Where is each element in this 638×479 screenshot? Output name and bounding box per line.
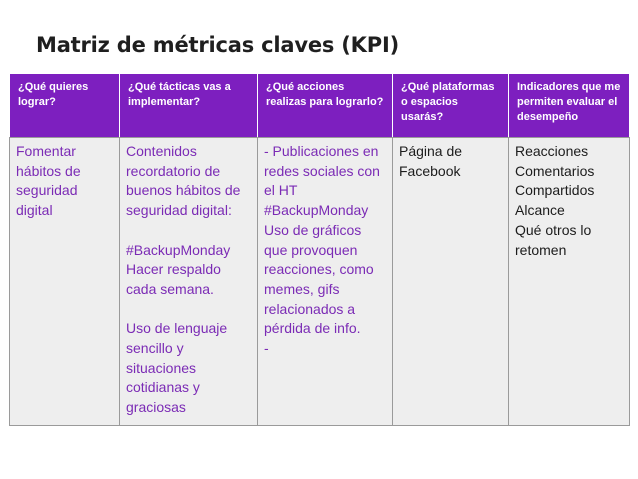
- header-objective: ¿Qué quieres lograr?: [10, 74, 120, 138]
- table-row: [10, 138, 630, 426]
- header-platforms: ¿Qué plataformas o espacios usarás?: [393, 74, 509, 138]
- header-actions: ¿Qué acciones realizas para lograrlo?: [258, 74, 393, 138]
- table-header-row: [10, 74, 630, 138]
- cell-platforms: Página de Facebook: [393, 138, 509, 426]
- cell-objective: Fomentar hábitos de seguridad digital: [10, 138, 120, 426]
- page-title: Matriz de métricas claves (KPI): [36, 33, 399, 57]
- cell-indicators: Reacciones Comentarios Compartidos Alcance Qué otros lo retomen: [509, 138, 630, 426]
- cell-tactics: Contenidos recordatorio de buenos hábitos de seguridad digital: #BackupMonday Hacer respaldo cada semana. Uso de lenguaje sencillo y situaciones cotidianas y graciosas: [120, 138, 258, 426]
- header-indicators: Indicadores que me permiten evaluar el desempeño: [509, 74, 630, 138]
- header-tactics: ¿Qué tácticas vas a implementar?: [120, 74, 258, 138]
- kpi-matrix-table: [9, 73, 630, 426]
- cell-actions: - Publicaciones en redes sociales con el HT #BackupMonday Uso de gráficos que provoquen reacciones, como memes, gifs relacionados a pérdida de info. -: [258, 138, 393, 426]
